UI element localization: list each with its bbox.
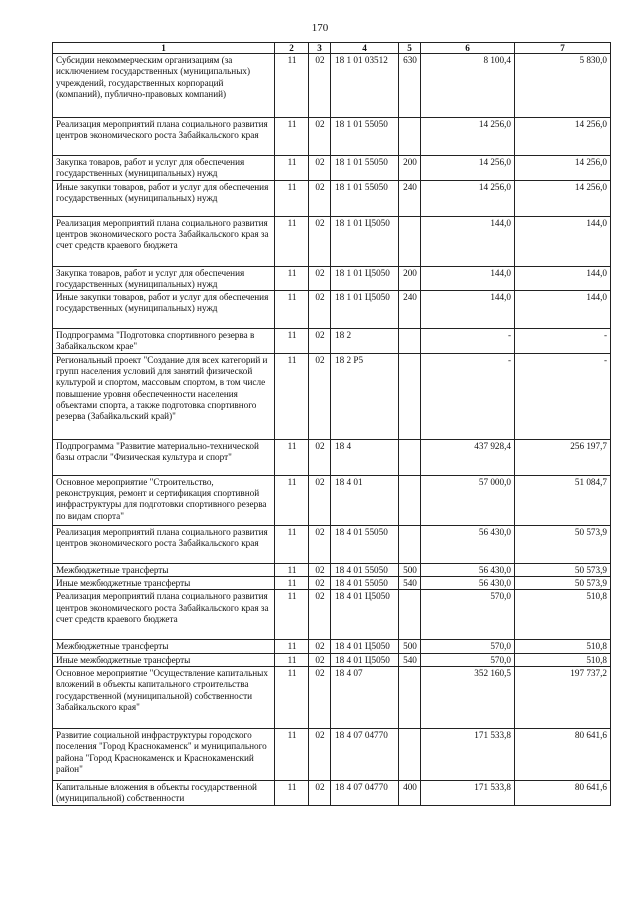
amount-actual-cell: 80 641,6 [515, 728, 611, 780]
row-name-cell: Реализация мероприятий плана социального развития центров экономического роста Забайкальского края [53, 118, 275, 156]
expense-type-cell: 540 [399, 577, 421, 590]
row-name-cell: Закупка товаров, работ и услуг для обеспечения государственных (муниципальных) нужд [53, 156, 275, 181]
amount-actual-cell: 14 256,0 [515, 180, 611, 216]
amount-plan-cell: 144,0 [421, 291, 515, 329]
row-name-cell: Реализация мероприятий плана социального развития центров экономического роста Забайкальского края [53, 525, 275, 563]
subsection-cell: 02 [309, 577, 331, 590]
target-article-cell: 18 4 01 Ц5050 [331, 653, 399, 666]
subsection-cell: 02 [309, 439, 331, 475]
row-name-cell: Капитальные вложения в объекты государственной (муниципальной) собственности [53, 780, 275, 805]
amount-actual-cell: 510,8 [515, 653, 611, 666]
row-name-cell: Иные закупки товаров, работ и услуг для обеспечения государственных (муниципальных) нужд [53, 291, 275, 329]
section-cell: 11 [275, 180, 309, 216]
subsection-cell: 02 [309, 329, 331, 354]
table-row [53, 563, 611, 576]
table-row [53, 54, 611, 118]
table-row [53, 475, 611, 525]
amount-plan-cell: 56 430,0 [421, 563, 515, 576]
amount-actual-cell: 197 737,2 [515, 666, 611, 728]
section-cell: 11 [275, 118, 309, 156]
expense-type-cell: 240 [399, 291, 421, 329]
amount-actual-cell: 50 573,9 [515, 525, 611, 563]
target-article-cell: 18 4 01 55050 [331, 525, 399, 563]
amount-plan-cell: 570,0 [421, 590, 515, 640]
row-name-cell: Закупка товаров, работ и услуг для обеспечения государственных (муниципальных) нужд [53, 266, 275, 291]
table-row [53, 590, 611, 640]
row-name-cell: Субсидии некоммерческим организациям (за исключением государственных (муниципальных) учреждений, государственных корпораций (компаний), публично-правовых компаний) [53, 54, 275, 118]
expense-type-cell [399, 353, 421, 439]
column-header: 5 [399, 43, 421, 54]
section-cell: 11 [275, 577, 309, 590]
expense-type-cell: 540 [399, 653, 421, 666]
target-article-cell: 18 4 07 04770 [331, 728, 399, 780]
subsection-cell: 02 [309, 666, 331, 728]
amount-plan-cell: 57 000,0 [421, 475, 515, 525]
amount-plan-cell: 144,0 [421, 266, 515, 291]
amount-plan-cell: 8 100,4 [421, 54, 515, 118]
target-article-cell: 18 1 01 Ц5050 [331, 266, 399, 291]
amount-actual-cell: 510,8 [515, 640, 611, 653]
subsection-cell: 02 [309, 54, 331, 118]
expense-type-cell [399, 525, 421, 563]
row-name-cell: Реализация мероприятий плана социального развития центров экономического роста Забайкальского края за счет средств краевого бюджета [53, 590, 275, 640]
table-row [53, 118, 611, 156]
table-row [53, 525, 611, 563]
subsection-cell: 02 [309, 291, 331, 329]
amount-actual-cell: 14 256,0 [515, 118, 611, 156]
table-row [53, 180, 611, 216]
table-row [53, 439, 611, 475]
target-article-cell: 18 2 [331, 329, 399, 354]
subsection-cell: 02 [309, 525, 331, 563]
subsection-cell: 02 [309, 780, 331, 805]
expense-type-cell [399, 329, 421, 354]
subsection-cell: 02 [309, 216, 331, 266]
target-article-cell: 18 1 01 Ц5050 [331, 216, 399, 266]
target-article-cell: 18 4 [331, 439, 399, 475]
amount-actual-cell: 144,0 [515, 291, 611, 329]
section-cell: 11 [275, 329, 309, 354]
row-name-cell: Основное мероприятие "Строительство, реконструкция, ремонт и сертификация спортивной инфраструктуры для подготовки спортивного резерва по видам спорта" [53, 475, 275, 525]
amount-actual-cell: - [515, 329, 611, 354]
amount-actual-cell: - [515, 353, 611, 439]
target-article-cell: 18 4 01 55050 [331, 577, 399, 590]
amount-plan-cell: 171 533,8 [421, 728, 515, 780]
table-row [53, 266, 611, 291]
table-row [53, 329, 611, 354]
table-row [53, 216, 611, 266]
amount-plan-cell: 352 160,5 [421, 666, 515, 728]
amount-plan-cell: 570,0 [421, 653, 515, 666]
table-row [53, 728, 611, 780]
amount-actual-cell: 256 197,7 [515, 439, 611, 475]
page-number: 170 [311, 22, 329, 34]
target-article-cell: 18 4 07 04770 [331, 780, 399, 805]
subsection-cell: 02 [309, 563, 331, 576]
target-article-cell: 18 1 01 55050 [331, 180, 399, 216]
amount-actual-cell: 5 830,0 [515, 54, 611, 118]
subsection-cell: 02 [309, 156, 331, 181]
expense-type-cell: 500 [399, 640, 421, 653]
section-cell: 11 [275, 666, 309, 728]
target-article-cell: 18 2 P5 [331, 353, 399, 439]
amount-actual-cell: 144,0 [515, 266, 611, 291]
row-name-cell: Развитие социальной инфраструктуры городского поселения "Город Краснокаменск" и муниципального района "Город Краснокаменск и Краснокаменский район" [53, 728, 275, 780]
amount-actual-cell: 510,8 [515, 590, 611, 640]
table-row [53, 640, 611, 653]
section-cell: 11 [275, 563, 309, 576]
section-cell: 11 [275, 54, 309, 118]
subsection-cell: 02 [309, 590, 331, 640]
expense-type-cell: 500 [399, 563, 421, 576]
table-body [53, 54, 611, 806]
expense-type-cell [399, 666, 421, 728]
budget-table [52, 42, 611, 806]
expense-type-cell: 200 [399, 156, 421, 181]
table-row [53, 666, 611, 728]
target-article-cell: 18 1 01 55050 [331, 118, 399, 156]
expense-type-cell: 240 [399, 180, 421, 216]
subsection-cell: 02 [309, 266, 331, 291]
row-name-cell: Основное мероприятие "Осуществление капитальных вложений в объекты капитального строительства государственной (муниципальной) собственности Забайкальского края" [53, 666, 275, 728]
amount-actual-cell: 50 573,9 [515, 577, 611, 590]
subsection-cell: 02 [309, 353, 331, 439]
subsection-cell: 02 [309, 118, 331, 156]
target-article-cell: 18 1 01 55050 [331, 156, 399, 181]
expense-type-cell [399, 590, 421, 640]
amount-actual-cell: 14 256,0 [515, 156, 611, 181]
target-article-cell: 18 4 01 Ц5050 [331, 590, 399, 640]
column-header: 7 [515, 43, 611, 54]
row-name-cell: Иные закупки товаров, работ и услуг для обеспечения государственных (муниципальных) нужд [53, 180, 275, 216]
column-header: 1 [53, 43, 275, 54]
subsection-cell: 02 [309, 640, 331, 653]
expense-type-cell: 630 [399, 54, 421, 118]
amount-actual-cell: 144,0 [515, 216, 611, 266]
subsection-cell: 02 [309, 475, 331, 525]
column-header: 3 [309, 43, 331, 54]
expense-type-cell [399, 216, 421, 266]
table-row [53, 156, 611, 181]
table-row [53, 780, 611, 805]
amount-plan-cell: - [421, 329, 515, 354]
section-cell: 11 [275, 653, 309, 666]
section-cell: 11 [275, 640, 309, 653]
expense-type-cell [399, 728, 421, 780]
subsection-cell: 02 [309, 180, 331, 216]
section-cell: 11 [275, 439, 309, 475]
target-article-cell: 18 4 01 Ц5050 [331, 640, 399, 653]
amount-plan-cell: - [421, 353, 515, 439]
table-row [53, 353, 611, 439]
row-name-cell: Межбюджетные трансферты [53, 640, 275, 653]
section-cell: 11 [275, 590, 309, 640]
column-header: 2 [275, 43, 309, 54]
amount-plan-cell: 570,0 [421, 640, 515, 653]
table-header-row [53, 43, 611, 54]
section-cell: 11 [275, 475, 309, 525]
table-row [53, 653, 611, 666]
section-cell: 11 [275, 216, 309, 266]
amount-plan-cell: 56 430,0 [421, 577, 515, 590]
subsection-cell: 02 [309, 728, 331, 780]
amount-plan-cell: 171 533,8 [421, 780, 515, 805]
target-article-cell: 18 1 01 Ц5050 [331, 291, 399, 329]
amount-plan-cell: 56 430,0 [421, 525, 515, 563]
expense-type-cell: 200 [399, 266, 421, 291]
expense-type-cell [399, 439, 421, 475]
expense-type-cell: 400 [399, 780, 421, 805]
column-header: 6 [421, 43, 515, 54]
section-cell: 11 [275, 266, 309, 291]
table-row [53, 291, 611, 329]
amount-plan-cell: 14 256,0 [421, 180, 515, 216]
amount-actual-cell: 51 084,7 [515, 475, 611, 525]
target-article-cell: 18 1 01 03512 [331, 54, 399, 118]
section-cell: 11 [275, 156, 309, 181]
section-cell: 11 [275, 780, 309, 805]
row-name-cell: Подпрограмма "Подготовка спортивного резерва в Забайкальском крае" [53, 329, 275, 354]
row-name-cell: Иные межбюджетные трансферты [53, 577, 275, 590]
table-row [53, 577, 611, 590]
target-article-cell: 18 4 01 55050 [331, 563, 399, 576]
amount-plan-cell: 14 256,0 [421, 156, 515, 181]
row-name-cell: Межбюджетные трансферты [53, 563, 275, 576]
amount-plan-cell: 437 928,4 [421, 439, 515, 475]
target-article-cell: 18 4 01 [331, 475, 399, 525]
column-header: 4 [331, 43, 399, 54]
expense-type-cell [399, 118, 421, 156]
subsection-cell: 02 [309, 653, 331, 666]
section-cell: 11 [275, 525, 309, 563]
amount-actual-cell: 80 641,6 [515, 780, 611, 805]
target-article-cell: 18 4 07 [331, 666, 399, 728]
amount-plan-cell: 144,0 [421, 216, 515, 266]
row-name-cell: Иные межбюджетные трансферты [53, 653, 275, 666]
amount-actual-cell: 50 573,9 [515, 563, 611, 576]
row-name-cell: Подпрограмма "Развитие материально-технической базы отрасли "Физическая культура и спорт" [53, 439, 275, 475]
row-name-cell: Реализация мероприятий плана социального развития центров экономического роста Забайкальского края за счет средств краевого бюджета [53, 216, 275, 266]
section-cell: 11 [275, 291, 309, 329]
row-name-cell: Региональный проект "Создание для всех категорий и групп населения условий для занятий физической культурой и спортом, массовым спортом, в том числе повышение уровня обеспеченности населения объектами спорта, а также подготовка спортивного резерва (Забайкальский край)" [53, 353, 275, 439]
section-cell: 11 [275, 728, 309, 780]
expense-type-cell [399, 475, 421, 525]
section-cell: 11 [275, 353, 309, 439]
amount-plan-cell: 14 256,0 [421, 118, 515, 156]
